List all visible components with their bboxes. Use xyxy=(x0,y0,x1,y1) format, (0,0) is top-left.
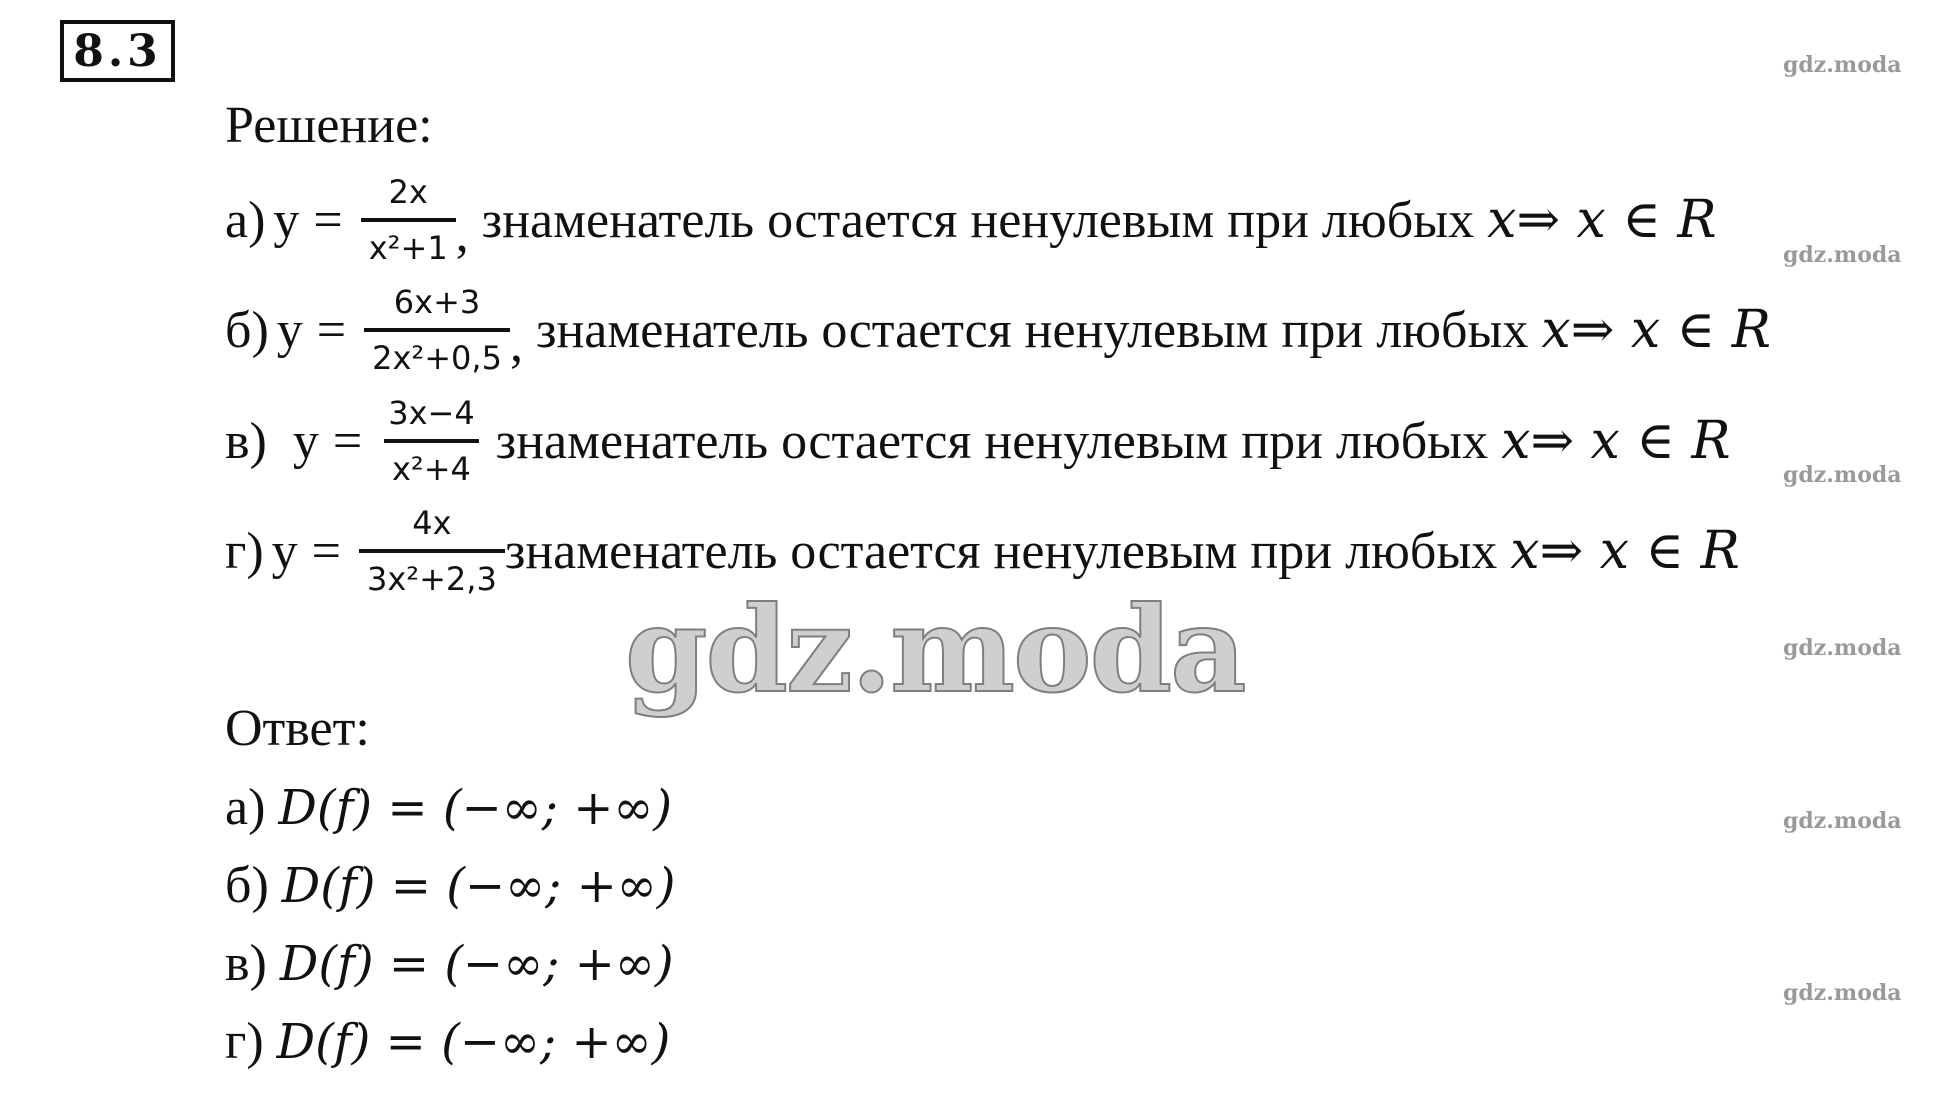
watermark-small: gdz.moda xyxy=(1783,808,1902,834)
comma: , xyxy=(509,316,523,373)
conclusion: x⇒ x ∈ R xyxy=(1510,521,1740,581)
fraction xyxy=(364,282,510,378)
answer-value: D(f) = (−∞; +∞) xyxy=(279,936,674,992)
task-number: 8.3 xyxy=(60,20,175,82)
denominator: 2x²+0,5 xyxy=(364,328,510,378)
item-label: а) xyxy=(225,191,266,249)
answer-heading: Ответ: xyxy=(225,700,370,757)
solution-item xyxy=(225,172,1717,268)
equals-sign: = xyxy=(332,412,363,470)
conclusion: x⇒ x ∈ R xyxy=(1487,190,1717,250)
solution-item xyxy=(225,393,1731,489)
function-name: y xyxy=(292,412,319,470)
function-name: y xyxy=(276,301,303,359)
function-name: y xyxy=(273,191,300,249)
numerator: 6x+3 xyxy=(393,283,481,321)
watermark-small: gdz.moda xyxy=(1783,980,1902,1006)
numerator: 2x xyxy=(388,173,428,211)
denominator: 3x²+2,3 xyxy=(359,549,505,599)
conclusion: x⇒ x ∈ R xyxy=(1541,300,1771,360)
answer-item xyxy=(225,934,674,993)
item-label: г) xyxy=(225,522,264,580)
denominator: x²+1 xyxy=(361,218,456,268)
denominator: x²+4 xyxy=(384,439,479,489)
solution-item xyxy=(225,282,1771,378)
answer-item xyxy=(225,856,676,915)
watermark-logo: gdz.moda xyxy=(625,580,1245,719)
numerator: 4x xyxy=(412,504,452,542)
fraction xyxy=(359,503,505,599)
solution-heading: Решение: xyxy=(225,97,433,154)
watermark-small: gdz.moda xyxy=(1783,462,1902,488)
explanation-text: знаменатель остается ненулевым при любых xyxy=(482,412,1502,470)
watermark-small: gdz.moda xyxy=(1783,635,1902,661)
explanation-text: знаменатель остается ненулевым при любых xyxy=(522,301,1542,359)
answer-item xyxy=(225,778,672,837)
answer-value: D(f) = (−∞; +∞) xyxy=(276,1014,671,1070)
fraction xyxy=(361,172,456,268)
watermark-small: gdz.moda xyxy=(1783,52,1902,78)
answer-value: D(f) = (−∞; +∞) xyxy=(281,858,676,914)
equals-sign: = xyxy=(316,301,347,359)
answer-label: г) xyxy=(225,1013,264,1070)
solution-item xyxy=(225,503,1740,599)
watermark-small: gdz.moda xyxy=(1783,242,1902,268)
explanation-text: знаменатель остается ненулевым при любых xyxy=(504,522,1511,580)
equals-sign: = xyxy=(313,191,343,249)
conclusion: x⇒ x ∈ R xyxy=(1501,411,1731,471)
answer-value: D(f) = (−∞; +∞) xyxy=(278,780,673,836)
answer-label: б) xyxy=(225,857,269,914)
explanation-text: знаменатель остается ненулевым при любых xyxy=(468,191,1488,249)
fraction xyxy=(380,393,482,489)
comma: , xyxy=(455,206,469,263)
item-label: б) xyxy=(225,301,269,359)
function-name: y xyxy=(271,522,298,580)
answer-item xyxy=(225,1012,670,1071)
answer-label: в) xyxy=(225,935,267,992)
equals-sign: = xyxy=(311,522,341,580)
numerator: 3x−4 xyxy=(388,394,475,432)
item-label: в) xyxy=(225,412,267,470)
answer-label: а) xyxy=(225,779,266,836)
